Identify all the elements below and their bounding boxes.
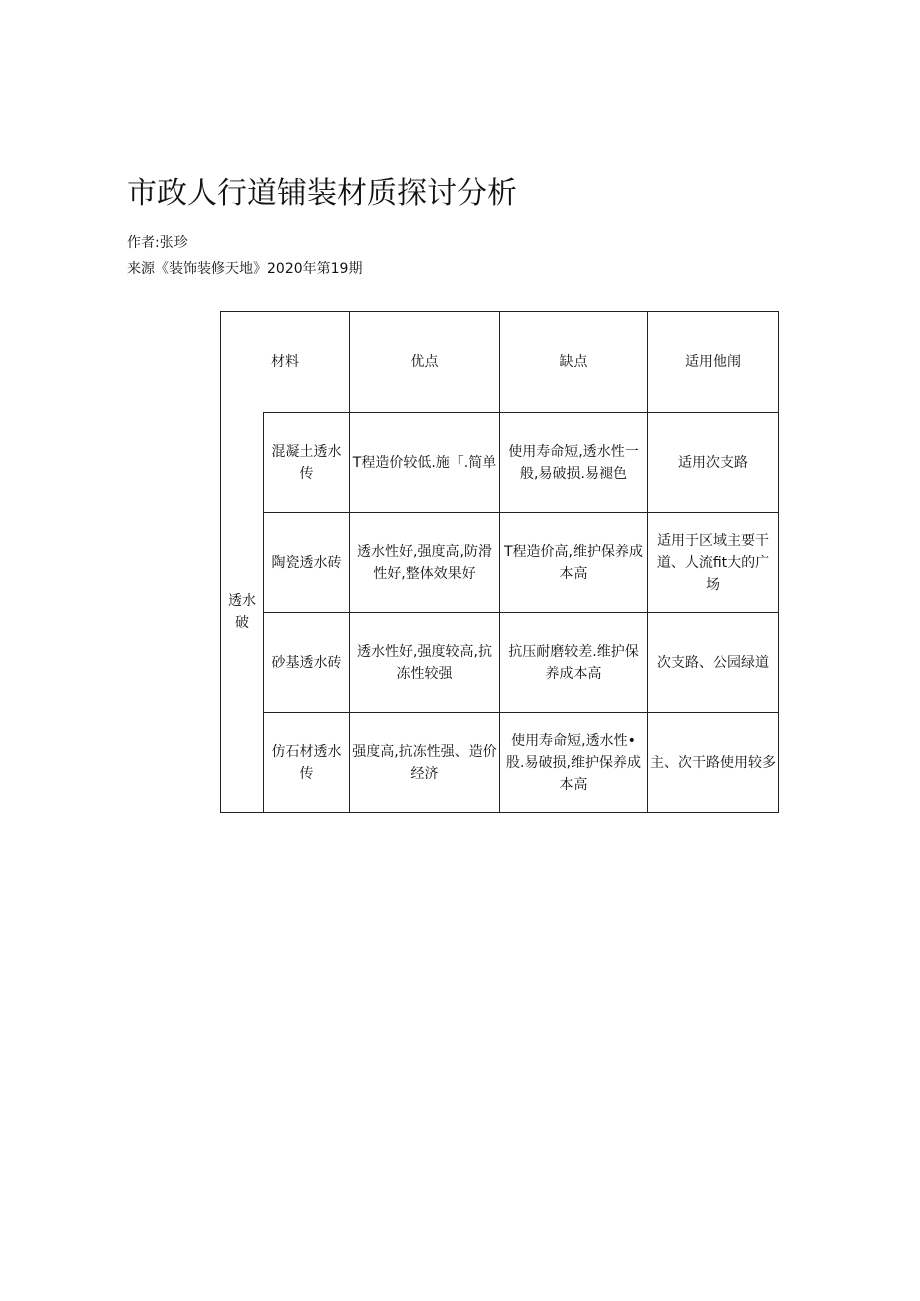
table-row — [221, 713, 779, 813]
author-line: 作者:张珍 — [127, 235, 188, 251]
material-scope: 适用次支路 — [648, 413, 779, 513]
material-cons: 使用寿命短,透水性•股.易破损,维护保养成本高 — [500, 713, 648, 813]
header-cons: 缺点 — [500, 312, 648, 413]
materials-table — [220, 311, 779, 813]
table-row — [221, 613, 779, 713]
material-pros: 强度高,抗冻性强、造价经济 — [350, 713, 500, 813]
document-title: 市政人行道铺装材质探讨分析 — [127, 176, 517, 211]
material-pros: 透水性好,强度高,防滑性好,整体效果好 — [350, 513, 500, 613]
material-name: 仿石材透水传 — [264, 713, 350, 813]
table-row — [221, 513, 779, 613]
source-line: 来源《装饰装修天地》2020年第19期 — [127, 261, 363, 277]
material-name: 混凝土透水传 — [264, 413, 350, 513]
material-cons: T程造价高,维护保养成本高 — [500, 513, 648, 613]
material-scope: 主、次干路使用较多 — [648, 713, 779, 813]
material-cons: 使用寿命短,透水性一般,易破损.易褪色 — [500, 413, 648, 513]
material-pros: 透水性好,强度较高,抗冻性较强 — [350, 613, 500, 713]
material-scope: 适用于区域主要干道、人流fit大的广场 — [648, 513, 779, 613]
table-header-row — [221, 312, 779, 413]
material-pros: T程造价较低.施「.简单 — [350, 413, 500, 513]
material-scope: 次支路、公园绿道 — [648, 613, 779, 713]
table-row — [221, 413, 779, 513]
material-cons: 抗压耐磨较差.维护保养成本高 — [500, 613, 648, 713]
header-pros: 优点 — [350, 312, 500, 413]
header-scope: 适用他闱 — [648, 312, 779, 413]
material-name: 陶瓷透水砖 — [264, 513, 350, 613]
header-material: 材料 — [221, 312, 350, 413]
material-group-label: 透水破 — [221, 413, 264, 813]
material-name: 砂基透水砖 — [264, 613, 350, 713]
